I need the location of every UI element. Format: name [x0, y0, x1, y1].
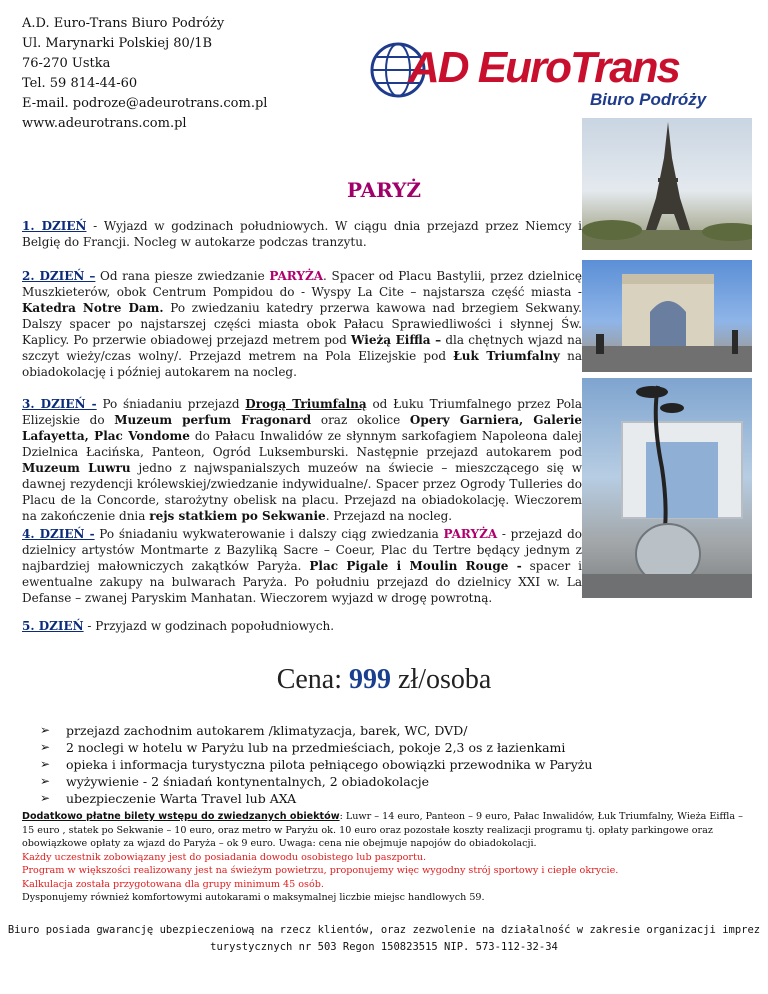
address-line: 76-270 Ustka	[22, 56, 111, 71]
price-line	[0, 664, 768, 696]
day-4-heading: 4. DZIEŃ -	[22, 527, 95, 541]
day-4-text: spacer i ewentualne zakupy na bulwarach Paryża. Po południu przejazd do dzielnicy XXI w. La Defanse – zwanej Paryskim Manhatan. Wieczorem wyjazd w drogę powrotną.	[22, 559, 582, 605]
day-2-paragraph	[22, 268, 582, 380]
seine-cruise-highlight: rejs statkiem po Sekwanie	[149, 509, 326, 523]
logo-brand-text: AD EuroTrans	[408, 43, 680, 92]
pigalle-highlight: Plac Pigale i Moulin Rouge -	[309, 559, 522, 573]
fragonard-highlight: Muzeum perfum Fragonard	[114, 413, 312, 427]
arrow-bullet-icon: ➢	[40, 774, 51, 788]
price-value: 999	[349, 664, 391, 695]
day-1-paragraph	[22, 218, 582, 250]
footer-line: Biuro posiada gwarancję ubezpieczeniową na rzecz klientów, oraz zezwolenie na działalność w zakresie organizacji imprez	[7, 924, 761, 936]
day-3-text: oraz okolice	[311, 413, 410, 427]
coaches-note: Dysponujemy również komfortowymi autokarami o maksymalnej liczbie miejsc handlowych 59.	[22, 892, 485, 903]
arrow-bullet-icon: ➢	[40, 791, 51, 805]
day-4-paragraph	[22, 526, 582, 606]
triumphal-way-highlight: Drogą Triumfalną	[245, 397, 367, 411]
included-list	[40, 722, 592, 807]
address-block	[22, 14, 267, 134]
day-4-text: - przejazd do dzielnicy artystów Montmarte z Bazyliką Sacre – Coeur, Plac du Tertre będący jednym z najbardziej małowniczych zakątków Paryża.	[22, 527, 582, 573]
logo-tagline-text: Biuro Podróży	[590, 90, 707, 109]
list-item-text: 2 noclegi w hotelu w Paryżu lub na przedmieściach, pokoje 2,3 os z łazienkami	[66, 740, 566, 755]
louvre-highlight: Muzeum Luwru	[22, 461, 131, 475]
day-2-text: dla chętnych wjazd na szczyt wieży/czas wolny/. Przejazd metrem na Pola Elizejskie pod	[22, 333, 582, 363]
day-3-heading: 3. DZIEŃ -	[22, 397, 97, 411]
list-item	[40, 739, 592, 756]
address-line: Ul. Marynarki Polskiej 80/1B	[22, 36, 213, 51]
price-suffix: zł/osoba	[391, 664, 492, 695]
address-line: Tel. 59 814-44-60	[22, 76, 138, 91]
arc-de-triomphe-photo	[582, 260, 752, 372]
website-link[interactable]: www.adeurotrans.com.pl	[22, 116, 187, 131]
notre-dame-highlight: Katedra Notre Dam.	[22, 301, 164, 315]
extra-costs-lead: Dodatkowo płatne bilety wstępu do zwiedzanych obiektów	[22, 811, 340, 822]
day-2-heading: 2. DZIEŃ –	[22, 269, 96, 283]
company-logo	[368, 30, 728, 112]
la-defense-sculpture-photo	[582, 378, 752, 598]
arrow-bullet-icon: ➢	[40, 723, 51, 737]
list-item	[40, 790, 592, 807]
address-line: A.D. Euro-Trans Biuro Podróży	[22, 16, 225, 31]
day-3-text: Po śniadaniu przejazd	[96, 397, 246, 411]
day-3-text: . Przejazd na nocleg.	[325, 509, 453, 523]
day-3-text: od Łuku Triumfalnego przez Pola Elizejskie do	[22, 397, 582, 427]
id-requirement-note: Każdy uczestnik zobowiązany jest do posiadania dowodu osobistego lub paszportu.	[22, 851, 427, 863]
price-prefix: Cena:	[276, 664, 349, 695]
page-title: PARYŻ	[347, 178, 421, 202]
opera-highlight: Opery Garniera, Galerie Lafayetta, Plac Vondome	[22, 413, 583, 443]
email-link[interactable]: E-mail. podroze@adeurotrans.com.pl	[22, 96, 268, 111]
day-4-text: Po śniadaniu wykwaterowanie i dalszy ciąg zwiedzania	[94, 527, 444, 541]
list-item-text: ubezpieczenie Warta Travel lub AXA	[66, 791, 297, 806]
list-item	[40, 756, 592, 773]
paris-highlight: PARYŻA	[269, 269, 324, 283]
day-5-heading: 5. DZIEŃ	[22, 619, 84, 633]
paris-highlight: PARYŻA	[443, 527, 498, 541]
list-item-text: wyżywienie - 2 śniadań kontynentalnych, 2 obiadokolacje	[66, 774, 430, 789]
footer	[0, 922, 768, 956]
day-3-text: do Pałacu Inwalidów ze słynnym sarkofagiem Napoleona dalej Dzielnica Łacińska, Panteon, Ogród Luksemburski. Następnie przejazd autokarem pod	[22, 429, 582, 459]
arc-highlight: Łuk Triumfalny	[453, 349, 560, 363]
additional-notes	[22, 810, 744, 905]
extra-costs-text: : Luwr – 14 euro, Panteon – 9 euro, Pałac Inwalidów, Łuk Triumfalny, Wieża Eiffla – 15 euro , statek po Sekwanie – 10 euro, oraz metro w Paryżu ok. 10 euro oraz pozostałe koszty realizacji programu tj. opłaty parkingowe oraz obowiązkowe opłaty za wjazd do Paryża – ok 9 euro. Uwaga: cena nie obejmuje napojów do obiadokolacji.	[22, 811, 743, 849]
day-2-text: na obiadokolację i później autokarem na nocleg.	[22, 349, 582, 379]
day-3-text: jedno z najwspanialszych muzeów na świecie – mieszczącego się w dawnej rezydencji królewskiej/zwiedzanie indywidualne/. Spacer przez Ogrody Tulleries do Placu de la Concorde, starożytny obelisk na placu. Przejazd na obiadokolację. Wieczorem na zakończenie dnia	[22, 461, 582, 523]
eiffel-tower-photo	[582, 118, 752, 250]
day-5-paragraph	[22, 618, 752, 634]
list-item-text: opieka i informacja turystyczna pilota pełniącego obowiązki przewodnika w Paryżu	[66, 757, 593, 772]
clothing-note: Program w większości realizowany jest na świeżym powietrzu, proponujemy więc wygodny strój sportowy i ciepłe okrycie.	[22, 865, 619, 876]
arrow-bullet-icon: ➢	[40, 757, 51, 771]
day-5-text: - Przyjazd w godzinach popołudniowych.	[83, 619, 335, 633]
day-2-text: . Spacer od Placu Bastylii, przez dzielnicę Muszkieterów, obok Centrum Pompidou do - Wyspy La Cite – najstarsza część miasta -	[22, 269, 582, 299]
list-item	[40, 722, 592, 739]
list-item-text: przejazd zachodnim autokarem /klimatyzacja, barek, WC, DVD/	[66, 723, 468, 738]
day-3-paragraph	[22, 396, 582, 524]
day-2-text: Po zwiedzaniu katedry przerwa kawowa nad brzegiem Sekwany. Dalszy spacer po najstarszej części miasta obok Pałacu Sprawiedliwości i słynnej Św. Kaplicy. Po przerwie obiadowej przejazd metrem pod	[22, 301, 582, 347]
arrow-bullet-icon: ➢	[40, 740, 51, 754]
day-1-heading: 1. DZIEŃ	[22, 219, 87, 233]
footer-line: turystycznych nr 503 Regon 150823515 NIP. 573-112-32-34	[210, 941, 558, 953]
day-2-text: Od rana piesze zwiedzanie	[95, 269, 270, 283]
day-1-text: - Wyjazd w godzinach południowych. W ciągu dnia przejazd przez Niemcy i Belgię do Francji. Nocleg w autokarze podczas tranzytu.	[22, 219, 582, 249]
eiffel-highlight: Wieżą Eiffla –	[351, 333, 442, 347]
group-size-note: Kalkulacja została przygotowana dla grupy minimum 45 osób.	[22, 878, 324, 890]
extra-costs-note	[22, 810, 744, 851]
list-item	[40, 773, 592, 790]
